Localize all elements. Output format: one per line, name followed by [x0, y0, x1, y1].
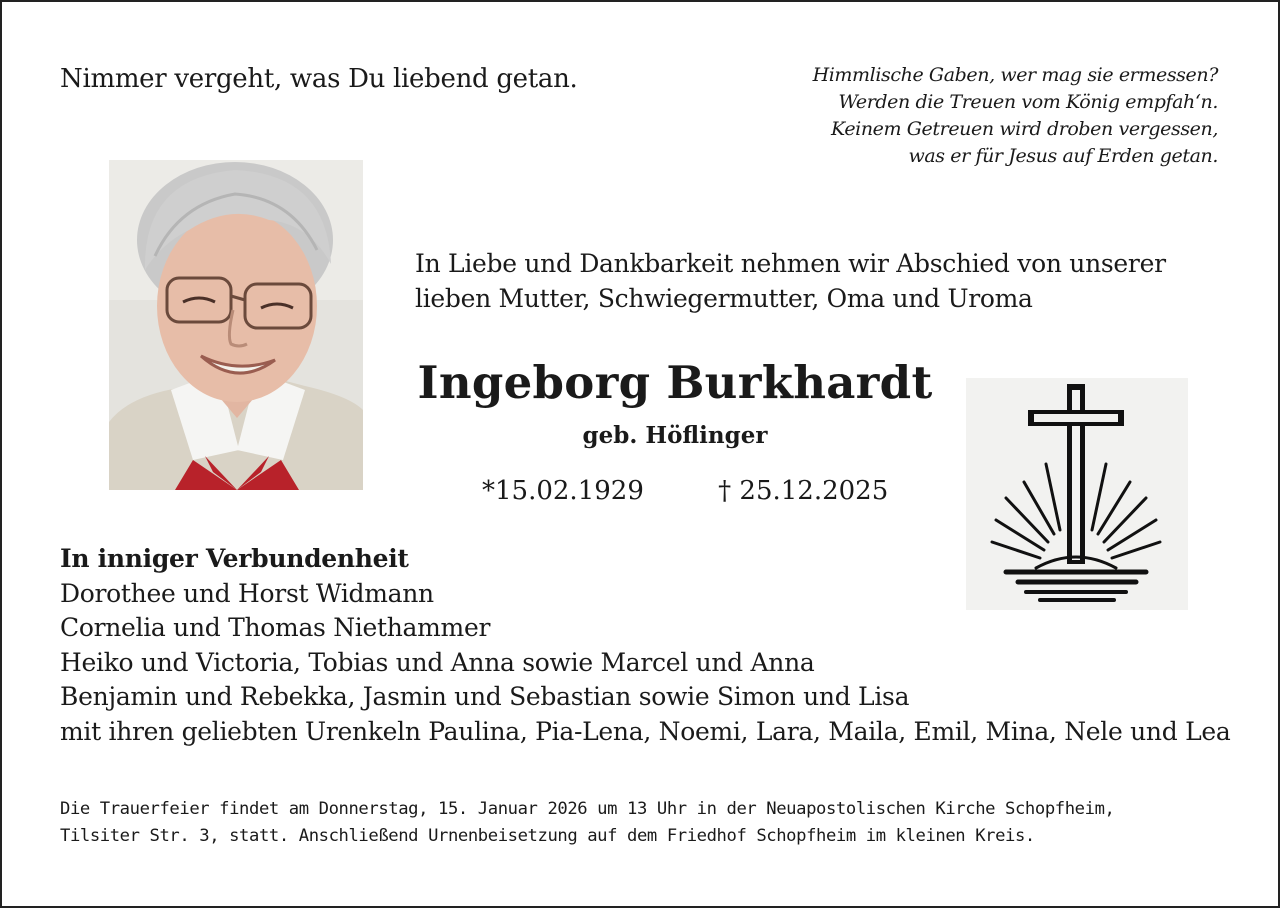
intro-line: In Liebe und Dankbarkeit nehmen wir Abschied von unserer [415, 249, 1166, 278]
intro-text [415, 246, 1166, 316]
deceased-name: Ingeborg Burkhardt [417, 356, 933, 409]
verse-line: was er für Jesus auf Erden getan. [908, 145, 1218, 167]
life-dates [482, 476, 888, 506]
birth-name: geb. Höflinger [582, 422, 768, 449]
verse-line: Himmlische Gaben, wer mag sie ermessen? [812, 64, 1218, 86]
family-line: mit ihren geliebten Urenkeln Paulina, Pia-Lena, Noemi, Lara, Maila, Emil, Mina, Nele und Lea [60, 716, 1231, 746]
verse-line: Keinem Getreuen wird droben vergessen, [831, 118, 1218, 140]
family-line: Dorothee und Horst Widmann [60, 578, 434, 608]
birth-date: *15.02.1929 [482, 476, 644, 506]
death-date: † 25.12.2025 [718, 476, 889, 506]
family-heading: In inniger Verbundenheit [60, 544, 409, 573]
verse-line: Werden die Treuen vom König empfah‘n. [838, 91, 1218, 113]
funeral-line: Tilsiter Str. 3, statt. Anschließend Urnenbeisetzung auf dem Friedhof Schopfheim im kleinen Kreis. [60, 826, 1035, 846]
family-list [60, 542, 1231, 749]
family-line: Heiko und Victoria, Tobias und Anna sowie Marcel und Anna [60, 647, 815, 677]
funeral-line: Die Trauerfeier findet am Donnerstag, 15. Januar 2026 um 13 Uhr in der Neuapostolischen Kirche Schopfheim, [60, 799, 1115, 819]
intro-line: lieben Mutter, Schwiegermutter, Oma und Uroma [415, 284, 1033, 313]
bible-verse [813, 62, 1218, 170]
funeral-info [60, 796, 1114, 850]
motto: Nimmer vergeht, was Du liebend getan. [60, 64, 578, 94]
family-line: Cornelia und Thomas Niethammer [60, 613, 491, 642]
family-line: Benjamin und Rebekka, Jasmin und Sebastian sowie Simon und Lisa [60, 682, 910, 711]
